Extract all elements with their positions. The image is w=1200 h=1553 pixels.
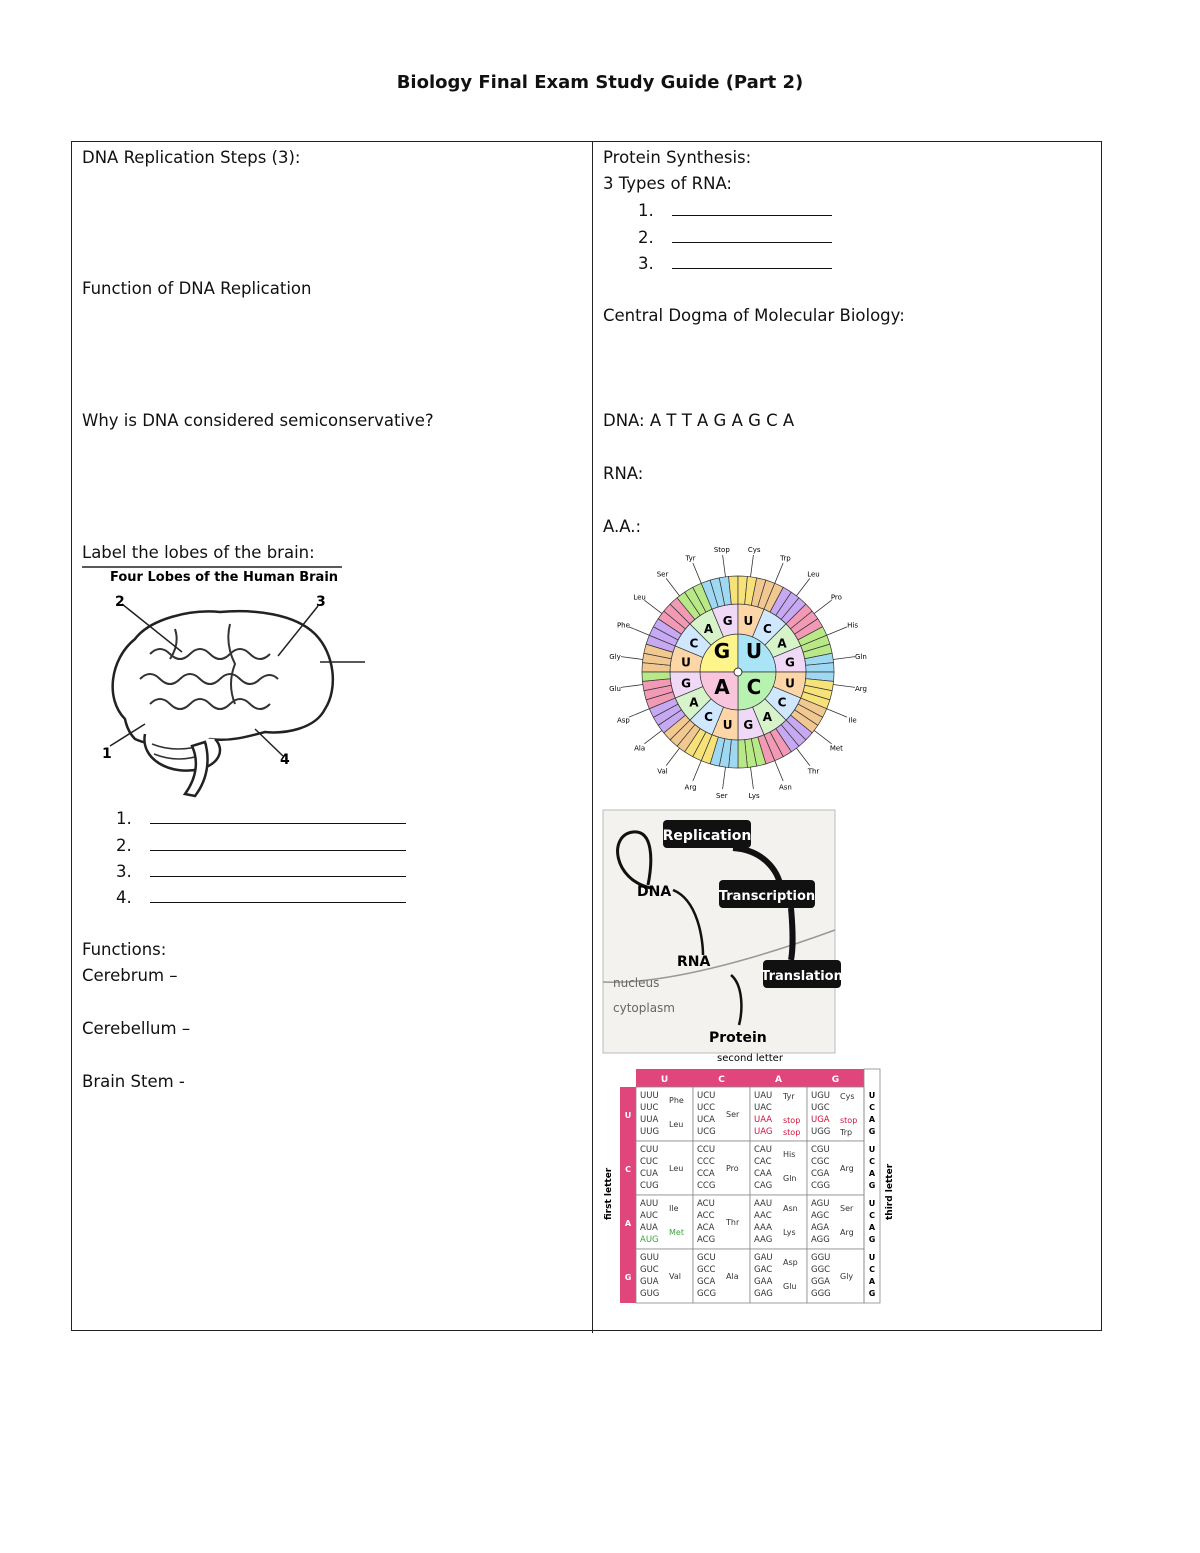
rna-prompt: RNA: (603, 464, 644, 483)
wheel-amino-acid: Arg (854, 685, 867, 694)
codon: GAU (754, 1253, 773, 1263)
amino-acid-label: Phe (669, 1096, 684, 1105)
wheel-center-letter: A (714, 675, 730, 699)
translation-label: Translation (761, 969, 843, 984)
codon: UGA (811, 1115, 830, 1125)
codon: UGC (811, 1103, 830, 1113)
wheel-amino-acid: Leu (807, 570, 820, 579)
transcription-label: Transcription (718, 889, 816, 904)
wheel-middle-letter: G (722, 614, 733, 629)
wheel-amino-acid: Met (829, 744, 843, 753)
amino-acid-label: Arg (840, 1164, 854, 1173)
brain-number-1: 1 (102, 746, 112, 762)
third-letter: G (868, 1235, 876, 1244)
rna-item-3: 3. (638, 254, 832, 273)
codon: AGA (811, 1223, 830, 1233)
codon: AAA (754, 1223, 772, 1233)
wheel-middle-letter: U (785, 676, 795, 691)
amino-acid-label: Cys (840, 1092, 855, 1101)
third-letter: A (868, 1115, 876, 1124)
wheel-amino-acid: Stop (713, 546, 730, 555)
wheel-amino-acid: Phe (616, 621, 630, 630)
amino-acid-label: Asn (783, 1204, 798, 1213)
codon: GGG (811, 1289, 831, 1299)
brain-image-title: Four Lobes of the Human Brain (110, 570, 339, 585)
codon-table-col-header: C (718, 1075, 725, 1085)
lobes-prompt: Label the lobes of the brain: (82, 543, 315, 562)
codon-table-body (620, 1069, 880, 1303)
amino-acid-label: Arg (840, 1228, 854, 1237)
brain-stem-prompt: Brain Stem - (82, 1072, 185, 1091)
wheel-amino-acid: Ala (634, 744, 646, 753)
third-letter: C (869, 1103, 875, 1112)
codon: GCU (697, 1253, 716, 1263)
wheel-amino-acid: Trp (780, 554, 791, 563)
codon: AGC (811, 1211, 830, 1221)
wheel-aa-divider (723, 767, 726, 789)
wheel-amino-acid: Leu (633, 593, 646, 602)
wheel-amino-acid: Arg (684, 783, 697, 792)
codon-table (600, 1050, 895, 1310)
codon: CGU (811, 1145, 830, 1155)
third-letter: C (869, 1157, 875, 1166)
cytoplasm-label: cytoplasm (613, 1001, 675, 1015)
page-title: Biology Final Exam Study Guide (Part 2) (396, 72, 804, 93)
codon: GCA (697, 1277, 716, 1287)
wheel-aa-divider (827, 709, 847, 717)
codon-table-row-header: A (624, 1219, 632, 1228)
wheel-center-letter: U (745, 639, 763, 663)
wheel-aa-divider (775, 563, 783, 583)
wheel-aa-divider (723, 555, 726, 577)
codon: CCG (697, 1181, 716, 1191)
wheel-amino-acid: Ser (715, 791, 728, 800)
wheel-aa-divider (796, 748, 809, 765)
codon: CUA (640, 1169, 658, 1179)
functions-heading: Functions: (82, 940, 167, 959)
amino-acid-label: His (783, 1150, 796, 1159)
wheel-middle-letter: G (681, 676, 691, 691)
wheel-middle-letter: C (763, 621, 772, 636)
codon: UCA (697, 1115, 715, 1125)
codon: CUG (640, 1181, 659, 1191)
wheel-amino-acid: His (847, 621, 858, 630)
codon-table-col-header: U (660, 1075, 669, 1085)
lobe-item-4: 4. (116, 888, 406, 907)
wheel-aa-divider (629, 627, 649, 635)
codon: UCU (697, 1091, 716, 1101)
protein-synthesis-heading: Protein Synthesis: (603, 148, 752, 167)
wheel-center-dot (734, 668, 742, 676)
codon-table-header (636, 1069, 864, 1087)
dna-sequence: DNA: A T T A G A G C A (603, 411, 795, 430)
wheel-amino-acid: Gly (609, 652, 621, 661)
codon: CCU (697, 1145, 716, 1155)
codon: AAG (754, 1235, 773, 1245)
wheel-middle-letter: A (703, 621, 714, 636)
third-letter: C (869, 1265, 875, 1274)
wheel-amino-acid: Ser (656, 570, 669, 579)
codon: GGC (811, 1265, 831, 1275)
wheel-middle-letter: C (689, 636, 699, 651)
codon: UAG (754, 1127, 773, 1137)
wheel-aa-divider (644, 730, 661, 743)
second-letter-label: second letter (717, 1053, 783, 1064)
rna-types-heading: 3 Types of RNA: (603, 174, 732, 193)
codon: AGG (811, 1235, 830, 1245)
third-letter: G (868, 1289, 876, 1298)
codon: GUU (640, 1253, 660, 1263)
wheel-aa-divider (621, 657, 643, 660)
semiconservative-prompt: Why is DNA considered semiconservative? (82, 411, 434, 430)
amino-acid-label: stop (783, 1128, 801, 1137)
codon: AUC (640, 1211, 658, 1221)
third-letter: A (868, 1277, 876, 1286)
codon: ACC (697, 1211, 715, 1221)
codon-table-row-header: U (624, 1111, 632, 1120)
wheel-aa-divider (833, 685, 855, 688)
function-prompt: Function of DNA Replication (82, 279, 312, 298)
cerebrum-prompt: Cerebrum – (82, 966, 178, 985)
codon-table-row-header: G (624, 1273, 632, 1282)
codon-table-col-header: A (775, 1075, 782, 1085)
codon: CUU (640, 1145, 659, 1155)
wheel-amino-acid: Lys (748, 791, 760, 800)
wheel-aa-divider (644, 600, 661, 613)
third-letter: C (869, 1211, 875, 1220)
brain-number-2: 2 (115, 594, 125, 610)
third-letter: G (868, 1181, 876, 1190)
wheel-middle-letter: U (722, 717, 733, 732)
nucleus-label: nucleus (613, 976, 660, 990)
amino-acid-label: Gln (783, 1174, 797, 1183)
wheel-aa-divider (833, 657, 855, 660)
wheel-aa-divider (827, 627, 847, 635)
third-letter: U (868, 1091, 876, 1100)
codon: UGU (811, 1091, 831, 1101)
codon: CUC (640, 1157, 659, 1167)
codon: GUC (640, 1265, 659, 1275)
amino-acid-label: stop (840, 1116, 858, 1125)
wheel-aa-divider (814, 600, 831, 613)
codon: AAU (754, 1199, 773, 1209)
wheel-aa-divider (751, 555, 754, 577)
amino-acid-label: Glu (783, 1282, 797, 1291)
codon: UAU (754, 1091, 773, 1101)
amino-acid-label: stop (783, 1116, 801, 1125)
central-dogma-diagram (603, 810, 843, 1053)
codon: CGC (811, 1157, 830, 1167)
codon: GGA (811, 1277, 830, 1287)
codon: AUA (640, 1223, 658, 1233)
codon: GCG (697, 1289, 717, 1299)
codon: AGU (811, 1199, 830, 1209)
third-letter: A (868, 1169, 876, 1178)
column-divider (592, 141, 593, 1333)
wheel-amino-acid: Asn (779, 783, 792, 792)
codon: ACU (697, 1199, 715, 1209)
wheel-middle-letter: G (743, 717, 754, 732)
wheel-amino-acid: Tyr (685, 554, 696, 563)
codon-table-col-header: G (831, 1075, 840, 1085)
wheel-middle-letter: A (762, 710, 773, 725)
wheel-aa-divider (666, 748, 679, 765)
wheel-aa-divider (775, 761, 783, 781)
amino-acid-label: Ala (726, 1272, 739, 1281)
lobe-item-2: 2. (116, 836, 406, 855)
brain-diagram (80, 564, 370, 804)
third-letter: U (868, 1145, 876, 1154)
aa-prompt: A.A.: (603, 517, 642, 536)
wheel-center-letter: C (746, 675, 762, 699)
codon: UGG (811, 1127, 831, 1137)
codon: CAG (754, 1181, 773, 1191)
codon: ACA (697, 1223, 715, 1233)
codon: UCC (697, 1103, 716, 1113)
codon: UUC (640, 1103, 659, 1113)
amino-acid-label: Lys (783, 1228, 796, 1237)
protein-label: Protein (709, 1030, 767, 1046)
third-letter: G (868, 1127, 876, 1136)
wheel-amino-acid: Cys (747, 546, 761, 555)
codon: AUU (640, 1199, 659, 1209)
wheel-amino-acid: Gln (855, 652, 867, 661)
wheel-aa-divider (693, 761, 701, 781)
codon-table-row-header: C (625, 1165, 631, 1174)
amino-acid-label: Tyr (783, 1092, 795, 1101)
codon: CCC (697, 1157, 715, 1167)
wheel-aa-divider (621, 685, 643, 688)
central-dogma-prompt: Central Dogma of Molecular Biology: (603, 306, 905, 325)
codon: GCC (697, 1265, 716, 1275)
codon: AUG (640, 1235, 659, 1245)
codon: CAA (754, 1169, 772, 1179)
lobe-item-1: 1. (116, 809, 406, 828)
codon-wheel (600, 536, 880, 808)
wheel-amino-acid: Val (657, 767, 668, 776)
rna-label: RNA (677, 954, 711, 970)
amino-acid-label: Gly (840, 1272, 854, 1281)
codon: AAC (754, 1211, 772, 1221)
codon: UUU (640, 1091, 659, 1101)
codon: GUG (640, 1289, 660, 1299)
codon: ACG (697, 1235, 716, 1245)
third-letter-label: third letter (885, 1163, 895, 1220)
amino-acid-label: Pro (726, 1164, 739, 1173)
amino-acid-label: Ser (726, 1110, 740, 1119)
wheel-aa-divider (693, 563, 701, 583)
amino-acid-label: Asp (783, 1258, 798, 1267)
codon: CGG (811, 1181, 831, 1191)
wheel-amino-acid: Glu (609, 685, 621, 694)
cerebellum-prompt: Cerebellum – (82, 1019, 191, 1038)
wheel-aa-divider (814, 730, 831, 743)
amino-acid-label: Leu (669, 1164, 684, 1173)
brain-number-3: 3 (316, 594, 326, 610)
wheel-amino-acid: Pro (830, 593, 842, 602)
rna-item-1: 1. (638, 201, 832, 220)
first-letter-label: first letter (604, 1167, 614, 1220)
third-letter: A (868, 1223, 876, 1232)
wheel-middle-letter: U (681, 655, 691, 670)
replication-steps-prompt: DNA Replication Steps (3): (82, 148, 301, 167)
codon: CAU (754, 1145, 772, 1155)
wheel-aa-divider (666, 578, 679, 595)
codon: UUG (640, 1127, 660, 1137)
codon: UCG (697, 1127, 716, 1137)
codon: UAA (754, 1115, 773, 1125)
wheel-center-letter: G (713, 639, 731, 663)
amino-acid-label: Thr (726, 1218, 740, 1227)
codon: GAA (754, 1277, 773, 1287)
rna-item-2: 2. (638, 228, 832, 247)
codon: GUA (640, 1277, 659, 1287)
wheel-aa-divider (629, 709, 649, 717)
codon: CGA (811, 1169, 830, 1179)
wheel-middle-letter: C (704, 710, 713, 725)
wheel-middle-letter: A (689, 695, 699, 710)
wheel-aa-divider (751, 767, 754, 789)
codon: GGU (811, 1253, 831, 1263)
amino-acid-label: Ser (840, 1204, 854, 1213)
amino-acid-label: Met (669, 1228, 684, 1237)
amino-acid-label: Val (669, 1272, 681, 1281)
wheel-middle-letter: C (777, 695, 787, 710)
replication-label: Replication (662, 828, 752, 844)
codon: CAC (754, 1157, 772, 1167)
codon: CCA (697, 1169, 715, 1179)
third-letter: U (868, 1253, 876, 1262)
wheel-amino-acid: Thr (807, 767, 820, 776)
wheel-amino-acid: Asp (616, 716, 630, 725)
wheel-amino-acid: Ile (848, 716, 857, 725)
lobe-item-3: 3. (116, 862, 406, 881)
wheel-middle-letter: A (777, 636, 787, 651)
wheel-middle-letter: G (785, 655, 795, 670)
dna-label: DNA (637, 884, 672, 900)
amino-acid-label: Leu (669, 1120, 684, 1129)
amino-acid-label: Trp (840, 1128, 853, 1137)
third-letter: U (868, 1199, 876, 1208)
wheel-middle-letter: U (743, 614, 754, 629)
codon: UAC (754, 1103, 772, 1113)
brain-number-4: 4 (280, 752, 290, 768)
amino-acid-label: Ile (669, 1204, 679, 1213)
codon: GAC (754, 1265, 773, 1275)
wheel-aa-divider (796, 578, 809, 595)
codon: GAG (754, 1289, 773, 1299)
codon: UUA (640, 1115, 659, 1125)
